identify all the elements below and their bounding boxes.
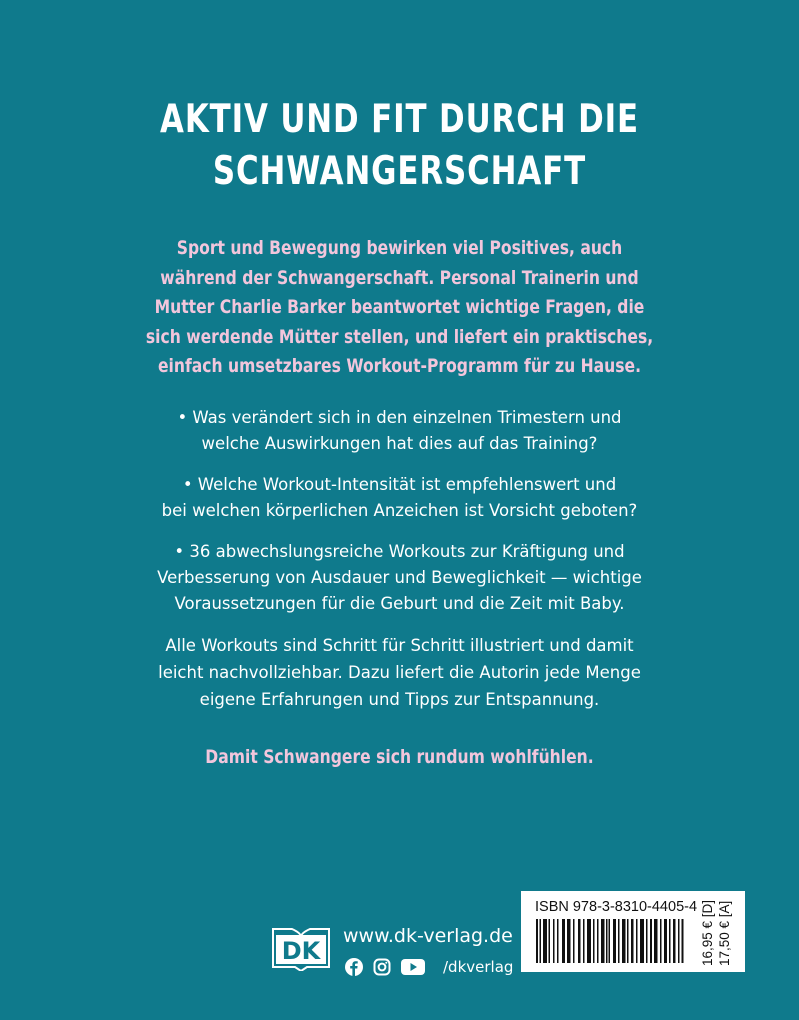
dk-logo-text: DK (281, 937, 321, 965)
title-line-1: AKTIV UND FIT DURCH DIE (160, 97, 639, 142)
isbn-text: ISBN 978-3-8310-4405-4 (535, 899, 698, 915)
intro-line: sich werdende Mütter stellen, und liefert ein praktisches, (145, 325, 654, 348)
bullet-line: • 36 abwechslungsreiche Workouts zur Kräftigung und (174, 542, 625, 561)
bullet-line: • Welche Workout-Intensität ist empfehlenswert und (182, 475, 617, 494)
social-handle[interactable]: /dkverlag (443, 958, 514, 976)
bullet-item (0, 405, 799, 457)
intro-paragraph (72, 234, 727, 382)
bullet-list (0, 405, 799, 632)
price-block (693, 899, 739, 967)
intro-line: während der Schwangerschaft. Personal Trainerin und (160, 266, 639, 289)
social-links (345, 956, 513, 978)
outro-line: eigene Erfahrungen und Tipps zur Entspannung. (199, 690, 600, 709)
instagram-icon[interactable] (373, 958, 391, 976)
facebook-icon[interactable] (345, 958, 363, 976)
bullet-line: Verbesserung von Ausdauer und Beweglichkeit — wichtige (157, 568, 642, 587)
intro-line: Sport und Bewegung bewirken viel Positives, auch (176, 237, 623, 259)
youtube-icon[interactable] (401, 958, 425, 976)
tagline: Damit Schwangere sich rundum wohlfühlen. (205, 746, 594, 768)
barcode-label (521, 891, 745, 972)
title-line-2: SCHWANGERSCHAFT (212, 149, 587, 194)
website-link[interactable]: www.dk-verlag.de (343, 925, 513, 947)
bullet-item (0, 539, 799, 617)
price-de: 16,95 € [D] (700, 899, 715, 967)
bullet-item (0, 472, 799, 524)
bullet-line: welche Auswirkungen hat dies auf das Training? (201, 434, 598, 453)
outro-line: leicht nachvollziehbar. Dazu liefert die Autorin jede Menge (158, 663, 641, 682)
dk-logo (272, 927, 330, 971)
intro-line: Mutter Charlie Barker beantwortet wichtige Fragen, die (154, 296, 645, 318)
bullet-line: Voraussetzungen für die Geburt und die Zeit mit Baby. (174, 594, 625, 613)
outro-paragraph (0, 632, 799, 713)
barcode (536, 919, 684, 963)
outro-line: Alle Workouts sind Schritt für Schritt illustriert und damit (165, 636, 634, 655)
bullet-line: • Was verändert sich in den einzelnen Trimestern und (177, 408, 622, 427)
intro-line: einfach umsetzbares Workout-Programm für zu Hause. (157, 355, 642, 377)
price-at: 17,50 € [A] (717, 900, 732, 967)
bullet-line: bei welchen körperlichen Anzeichen ist Vorsicht geboten? (161, 501, 638, 520)
back-cover-title (48, 94, 751, 198)
